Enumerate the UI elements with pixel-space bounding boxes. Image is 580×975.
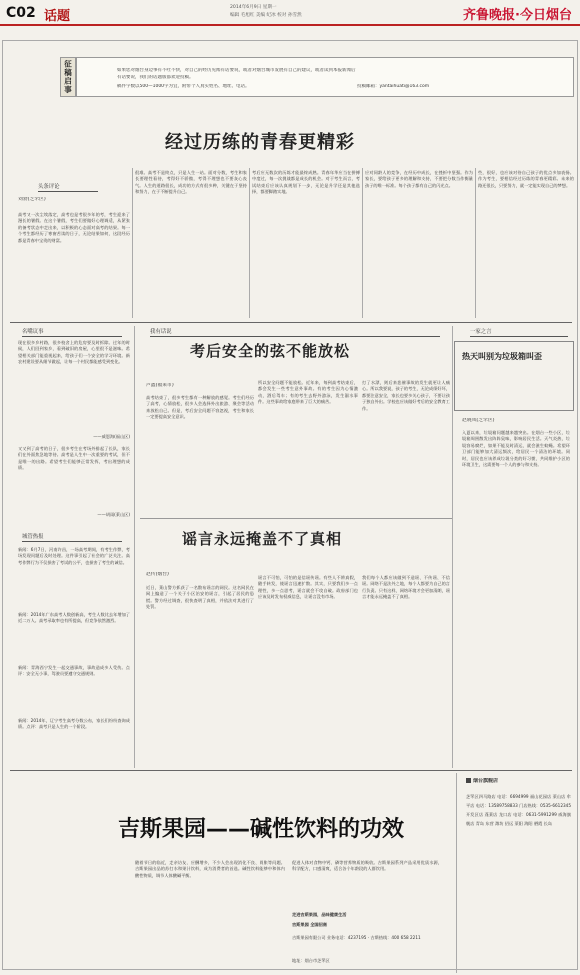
article-1-col-3: 考后应无数次的历练才能最终成熟。青春年华应当在拼搏中度过，每一次挑战都是成长的机会。对于考生而言，考试结束后应该认真规划下一步，无论是升学还是其他选择，都要脚踏实地。	[252, 170, 360, 195]
page-topic: 话题	[44, 9, 71, 24]
article-2-col-2: 所以安全问题不能放松。近年来，每到高考结束后，都会发生一些考生意外事故。有的考生因为心情激动，酒后驾车；有的考生去野外游泳，发生溺水事件。这些事故给家庭带来了巨大的痛苦。	[258, 380, 358, 405]
ad-sub-1: 走进吉斯果园，品味健康生活	[292, 912, 347, 917]
article-4-item-1: 新闻：6月7日，河南许昌，一场高考期间，有考生作弊，考场发现问题后及时处理。这件事引起了社会的广泛关注。高考作弊行为不仅损害了考试的公平，也损害了考生的诚信。	[18, 547, 130, 565]
page-number: C02	[6, 5, 36, 21]
article-4-item-2: 新闻：2014年广东高考人数创新高，考生人数比去年增加了近二万人。高考录取率也有所提高，但竞争依然激烈。	[18, 612, 130, 624]
divider	[10, 770, 572, 771]
call-for-papers-box	[76, 57, 574, 97]
article-5-col-3: 我们每个人都应该做到不造谣、不传谣、不信谣。网络不是法外之地，每个人都要为自己的言行负责。只有这样，网络环境才会更加清朗，谣言才能永远掩盖不了真相。	[362, 575, 450, 600]
section-tag-speak: 我有话说	[150, 327, 440, 337]
article-5-col-2: 谣言不可怕，可怕的是信谣传谣。有些人不辨真假，随手转发，使谣言迅速扩散。其实，只要我们多一点理性，多一点思考，谣言就会不攻自破。政府部门也应该及时发布权威信息，让谣言没有市场。	[258, 575, 358, 600]
call-line-3: 稿件字数以500—1000字为宜，附带个人真实姓名、地址、电话。	[117, 84, 250, 89]
ad-side-title-text: 烟台旗舰店	[473, 778, 499, 784]
brief-1-body: 现在很多乡村路，很多校舍上的危房要及时拆除。过年的时候，人们回到家乡，看到破旧的房屋，心里很不是滋味。希望相关部门能重视起来，给孩子们一个安全的学习环境。新农村建设要从细节做起，让每一个村民都能感受到变化。	[18, 340, 130, 365]
section-tag-view: 一家之言	[470, 327, 568, 337]
brief-1-byline: ——威恩海(福山区)	[93, 434, 130, 439]
headline-article-2: 考后安全的弦不能放松	[190, 342, 351, 360]
section-tag-news-comment: 城管热报	[22, 532, 122, 542]
column-rule	[132, 168, 133, 318]
divider	[140, 518, 452, 519]
article-5-col-1: 近日，莱山警方抓获了一名散布谣言的网民。这名网民在网上编造了一个关于小区治安的谣言，引起了居民的恐慌。警方经过调查，很快查明了真相，并依法对其进行了处罚。	[146, 585, 254, 610]
call-line-2: 有话要说，我们的话题版都欢迎投稿。	[117, 75, 194, 80]
ad-col-1: 随着节日的临近，走亲访友、应酬增多，不少人会出现消化不良、胃胀等问题。吉斯果园出品的苏打水和果汁饮料，成为消费者的首选。碱性饮料能够中和体内酸性物质，调节人体酸碱平衡。	[135, 860, 285, 878]
article-4-item-3: 新闻：青海西宁发生一起交通事故，事故造成多人受伤。点评：安全无小事，驾驶员要遵守交通规则。	[18, 665, 130, 677]
ad-headline: 吉斯果园——碱性饮料的功效	[118, 817, 405, 842]
brief-2-body: 又又到了高考的日子，很多考生在考场外排起了长队，家长们在外面焦急地等待。高考是人生中一次重要的考试，但不是唯一的出路。希望考生们能够正常发挥，考出理想的成绩。	[18, 446, 130, 471]
ad-side-body: 芝罘区四马路店 电话：6694999 福山花园店 莱山店 牟平店 电话：13589758833 门店热线：0535-6612345 开发区店 蓬莱店 龙口店 电话：0631-5991299 威海旗舰店 青岛 东营 潍坊 招远 莱阳 海阳 栖霞 长岛	[466, 794, 571, 826]
headline-article-3: 热天叫别为垃圾箱叫歪	[462, 352, 542, 361]
square-bullet-icon	[466, 778, 471, 783]
section-tag-lead: 头条评论	[38, 182, 98, 192]
brief-2-byline: ——胡雨(莱山区)	[97, 512, 130, 517]
article-3-body: 入夏以来，垃圾箱问题越来越突出。在烟台一些小区，垃圾箱周围散发出阵阵臭味，影响居民生活。天气炎热，垃圾容易腐烂，如果不能及时清运，就会滋生蚊蝇。希望环卫部门能够加大清运频次，给居民一个清洁的环境。同时，居民也应该养成垃圾分类的好习惯，共同维护小区的环境卫生，这需要每一个人的参与和支持。	[462, 430, 570, 468]
column-rule	[134, 326, 135, 768]
byline-article-1: 刘勃(芝罘区)	[18, 197, 46, 202]
headline-article-1: 经过历练的青春更精彩	[165, 132, 355, 153]
divider	[10, 322, 572, 323]
article-1-col-4: 应对同龄人的竞争，在经历中成长，在挫折中坚强。作为家长，要给孩子更多的理解和支持，不要把分数当作衡量孩子的唯一标准。每个孩子都有自己的闪光点。	[365, 170, 473, 188]
column-rule	[249, 168, 250, 318]
article-1-col-2: 很难。高考不是终点，只是人生一站。面对分数，考生和家长要理性看待，考得好不骄傲，考得不理想也不要灰心丧气。人生的道路很长，成功的方式有很多种，关键在于坚持和努力，在于不断提升自己。	[135, 170, 247, 195]
editor-line: 编辑 毛旭红 美编 纪冰 校对 孙雪然	[230, 13, 302, 18]
ad-col-2: 促进人体对食物中钙、磷等营养物质的吸收。吉斯果园系列产品采用优质水源，科学配方，口感清爽，适合各个年龄段的人群饮用。	[292, 860, 442, 872]
masthead-logo: 齐鲁晚报·今日烟台	[463, 8, 572, 23]
article-1-col-5: 些，很好，也应该对待自己孩子的优点多加表扬。作为考生，要相信经过历练的青春更精彩。未来的路还很长，只要努力，就一定能实现自己的梦想。	[478, 170, 574, 188]
ad-sub-2: 吉斯果园 全国招商	[292, 922, 327, 927]
ad-contact: 吉斯果园有限公司 业务电话：4237195 · 吉斯热线：400 658 2211	[292, 935, 421, 940]
article-1-col-1: 高考又一次尘埃落定，高考也是考很多年的考，考生迎来了漫长的暑假。在这个暑假，考生们要做好心理调适，从紧张的备考状态中走出来，以积极的心态面对高考的结果。每一个考生都经历了寒窗苦读的日子，无论结果如何，这段经历都是青春中宝贵的财富。	[18, 212, 130, 243]
column-rule	[475, 168, 476, 318]
call-email: 投稿邮箱：yantaihuati@163.com	[357, 84, 430, 89]
call-for-papers-label: 征稿启事	[60, 57, 76, 97]
date-line: 2014年6月9日 星期一	[230, 5, 277, 10]
column-rule	[452, 326, 453, 768]
article-2-col-1: 高考结束了，很多考生都有一种解放的感觉。考生们经历了高考，心情放松，很多人会选择外出旅游、聚会等活动来放松自己。但是，考后安全问题不容忽视，考生和家长一定要提高安全意识。	[146, 395, 254, 420]
headline-article-5: 谣言永远掩盖不了真相	[182, 530, 343, 548]
byline-article-2: 卢鑫(福莱市)	[146, 383, 174, 388]
call-line-1: 如果您对烟台身边事有不吐不快，对自己的经历见闻有话要说，或者对烟台城市发展有自己的建议，或者读到本报新闻后	[117, 68, 356, 73]
column-rule	[362, 168, 363, 318]
ad-address: 地址：烟台市芝罘区	[292, 958, 330, 963]
section-tag-opinion: 名嘴议事	[22, 327, 122, 337]
article-4-item-4: 新闻：2014年，辽宁考生高考分数公布，家长们纷纷查询成绩。点评：高考只是人生的一个阶段。	[18, 718, 130, 730]
ad-side-title	[466, 778, 571, 784]
byline-article-5: 赵传(烟台)	[146, 572, 169, 577]
byline-article-3: 赵晓凤(芝罘区)	[462, 418, 495, 423]
article-2-col-3: 打了水漂，则后来悲催事故的发生就更让人痛心。所以我要说，孩子的考生，无论成绩好坏，都要注意安全，家长也要多关心孩子，不要让孩子独自外出。学校也应该做好考后的安全教育工作。	[362, 380, 450, 411]
